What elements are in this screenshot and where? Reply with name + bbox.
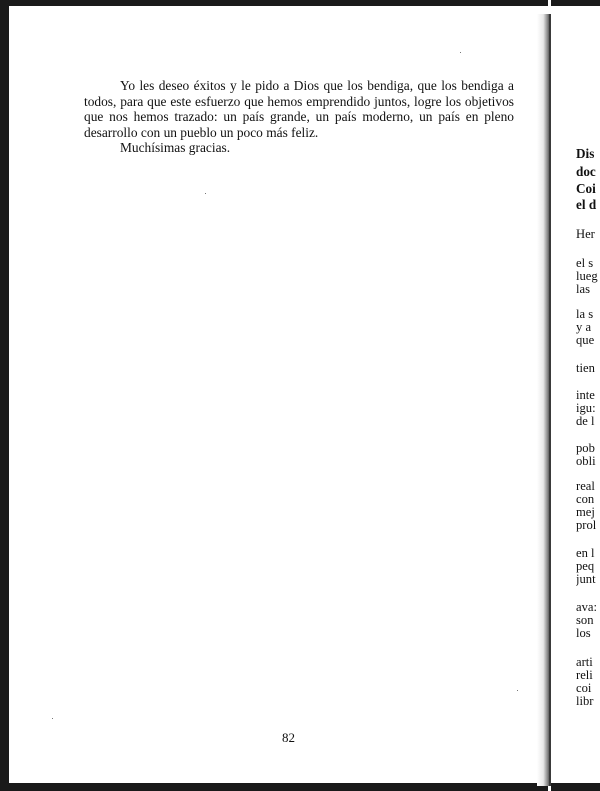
right-text-fragment: las: [576, 282, 590, 296]
right-text-fragment: en l: [576, 546, 595, 560]
right-text-fragment: ava:: [576, 600, 597, 614]
right-page-cropped: [576, 0, 600, 791]
right-text-fragment: inte: [576, 388, 595, 402]
right-text-fragment: junt: [576, 572, 596, 586]
right-text-fragment: libr: [576, 694, 594, 708]
right-text-fragment: igu:: [576, 401, 596, 415]
scan-edge-top: [0, 0, 548, 6]
scan-speck: [205, 193, 206, 194]
right-text-fragment: reli: [576, 668, 593, 682]
right-heading-line: Dis: [576, 146, 595, 161]
right-text-fragment: obli: [576, 454, 596, 468]
right-text-fragment: peq: [576, 559, 595, 573]
right-text-fragment: prol: [576, 518, 597, 532]
right-text-fragment: real: [576, 479, 595, 493]
scan-edge-left: [0, 0, 9, 791]
left-page-body: [84, 78, 514, 156]
right-heading-line: el d: [576, 197, 597, 212]
right-text-fragment: Her: [576, 227, 595, 241]
right-text-fragment: de l: [576, 414, 595, 428]
right-text-fragment: pob: [576, 441, 595, 455]
scan-edge-bottom: [0, 783, 548, 791]
right-text-fragment: son: [576, 613, 594, 627]
right-text-fragment: los: [576, 626, 591, 640]
gutter-line: [549, 14, 551, 786]
right-text-fragment: que: [576, 333, 595, 347]
page-number: 82: [282, 730, 295, 745]
paragraph-thanks: Muchísimas gracias.: [120, 140, 231, 156]
right-text-fragment: lueg: [576, 269, 598, 283]
right-text-fragment: con: [576, 492, 595, 506]
scan-speck: [460, 52, 461, 53]
right-text-fragment: mej: [576, 505, 595, 519]
right-text-fragment: tien: [576, 361, 595, 375]
right-heading-line: doc: [576, 164, 596, 179]
right-text-fragment: y a: [576, 320, 592, 334]
paragraph-closing-speech: Yo les deseo éxitos y le pido a Dios que los bendiga, que los bendiga a todos, para que este esfuerzo que hemos emprendido juntos, logre los objetivos que nos hemos trazado: un país grande, un país moderno, un país en pleno desarrollo con un pueblo un poco más feliz.: [84, 78, 514, 140]
right-text-fragment: la s: [576, 307, 594, 321]
right-heading-line: Coi: [576, 181, 596, 196]
scan-speck: [52, 718, 53, 719]
right-text-fragment: el s: [576, 256, 594, 270]
right-text-fragment: arti: [576, 655, 593, 669]
scan-speck: [517, 690, 518, 691]
right-text-fragment: coi: [576, 681, 592, 695]
